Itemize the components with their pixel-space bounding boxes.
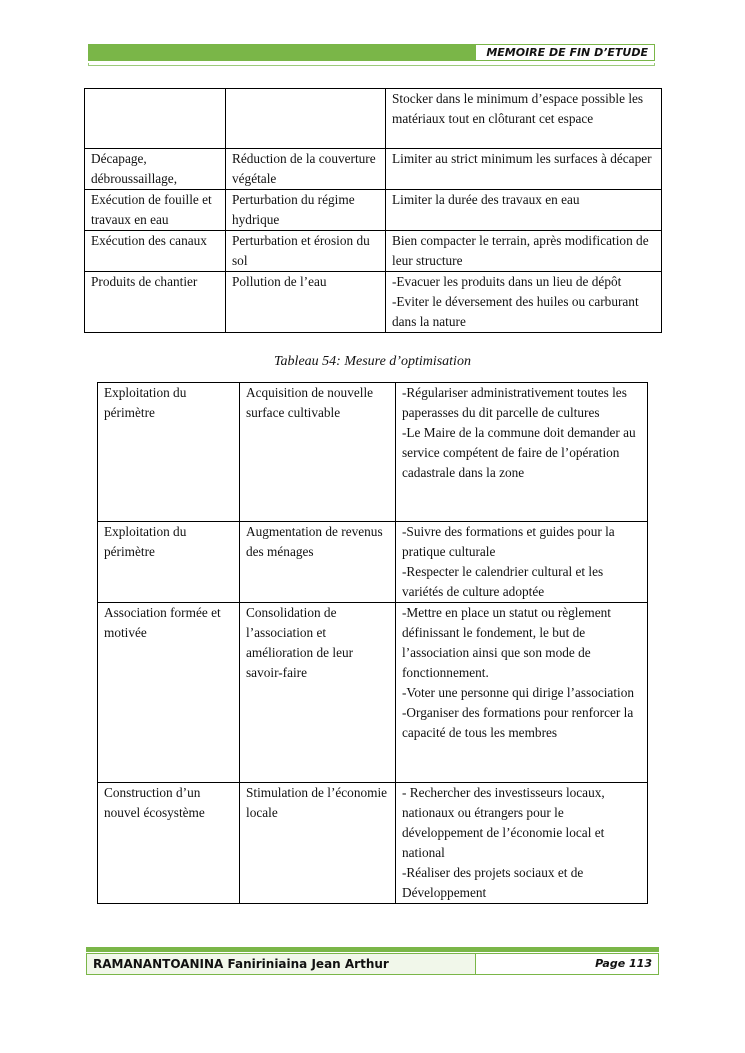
table-cell-activity: Exécution des canaux bbox=[85, 231, 226, 272]
table-cell-activity: Produits de chantier bbox=[85, 272, 226, 333]
table-cell-activity bbox=[85, 89, 226, 149]
table-row bbox=[85, 89, 662, 149]
page-header bbox=[88, 44, 655, 66]
table-cell-measure bbox=[396, 783, 648, 904]
table-row bbox=[98, 603, 648, 783]
measure-line: -Evacuer les produits dans un lieu de dépôt bbox=[392, 274, 622, 289]
table-cell-measure bbox=[386, 89, 662, 149]
table-cell-measure bbox=[386, 149, 662, 190]
measure-line: -Le Maire de la commune doit demander au service compétent de faire de l’opération cadastrale dans la zone bbox=[402, 425, 636, 480]
table-row bbox=[85, 190, 662, 231]
table-cell-impact: Perturbation et érosion du sol bbox=[226, 231, 386, 272]
table-row bbox=[98, 383, 648, 522]
table-cell-impact bbox=[226, 89, 386, 149]
table-cell-measure bbox=[396, 383, 648, 522]
measure-line: -Organiser des formations pour renforcer la capacité de tous les membres bbox=[402, 705, 634, 740]
table-cell-impact: Acquisition de nouvelle surface cultivable bbox=[240, 383, 396, 522]
footer-page-number: Page 113 bbox=[475, 954, 658, 974]
page-footer bbox=[86, 947, 659, 977]
table-cell-impact: Réduction de la couverture végétale bbox=[226, 149, 386, 190]
optimisation-measures-table bbox=[97, 382, 648, 904]
measure-line: -Respecter le calendrier cultural et les variétés de culture adoptée bbox=[402, 564, 604, 599]
table-cell-measure bbox=[396, 522, 648, 603]
table-row bbox=[85, 149, 662, 190]
table-cell-activity: Exploitation du périmètre bbox=[98, 522, 240, 603]
table-cell-impact: Stimulation de l’économie locale bbox=[240, 783, 396, 904]
table-cell-impact: Pollution de l’eau bbox=[226, 272, 386, 333]
footer-box bbox=[86, 953, 659, 975]
table-row bbox=[98, 522, 648, 603]
table-cell-impact: Augmentation de revenus des ménages bbox=[240, 522, 396, 603]
environmental-measures-table bbox=[84, 88, 662, 333]
table-cell-activity: Association formée et motivée bbox=[98, 603, 240, 783]
table-cell-measure bbox=[386, 272, 662, 333]
table-cell-measure bbox=[386, 190, 662, 231]
measure-line: Stocker dans le minimum d’espace possible les matériaux tout en clôturant cet espace bbox=[392, 91, 644, 126]
table-row bbox=[85, 272, 662, 333]
measure-line: -Réaliser des projets sociaux et de Développement bbox=[402, 865, 584, 900]
measure-line: -Mettre en place un statut ou règlement définissant le fondement, le but de l’association ainsi que son mode de fonctionnement. bbox=[402, 605, 611, 680]
measure-line: Limiter la durée des travaux en eau bbox=[392, 192, 580, 207]
header-underline bbox=[88, 63, 655, 66]
table-row bbox=[85, 231, 662, 272]
measure-line: Limiter au strict minimum les surfaces à décaper bbox=[392, 151, 652, 166]
table-cell-impact: Perturbation du régime hydrique bbox=[226, 190, 386, 231]
table-cell-activity: Décapage, débroussaillage, bbox=[85, 149, 226, 190]
table-cell-measure bbox=[386, 231, 662, 272]
table-cell-activity: Construction d’un nouvel écosystème bbox=[98, 783, 240, 904]
header-title: MEMOIRE DE FIN D’ETUDE bbox=[475, 44, 655, 61]
measure-line: -Voter une personne qui dirige l’association bbox=[402, 685, 635, 700]
table-cell-activity: Exploitation du périmètre bbox=[98, 383, 240, 522]
table-cell-measure bbox=[396, 603, 648, 783]
measure-line: -Suivre des formations et guides pour la pratique culturale bbox=[402, 524, 615, 559]
measure-line: - Rechercher des investisseurs locaux, nationaux ou étrangers pour le développement de l’économie local et national bbox=[402, 785, 605, 860]
table-cell-impact: Consolidation de l’association et amélioration de leur savoir-faire bbox=[240, 603, 396, 783]
footer-author: RAMANANTOANINA Faniriniaina Jean Arthur bbox=[93, 957, 389, 971]
measure-line: -Eviter le déversement des huiles ou carburant dans la nature bbox=[392, 294, 639, 329]
measure-line: -Régulariser administrativement toutes les paperasses du dit parcelle de cultures bbox=[402, 385, 627, 420]
measure-line: Bien compacter le terrain, après modification de leur structure bbox=[392, 233, 649, 268]
table-cell-activity: Exécution de fouille et travaux en eau bbox=[85, 190, 226, 231]
footer-green-bar bbox=[86, 947, 659, 952]
table-caption: Tableau 54: Mesure d’optimisation bbox=[274, 354, 471, 369]
table-row bbox=[98, 783, 648, 904]
